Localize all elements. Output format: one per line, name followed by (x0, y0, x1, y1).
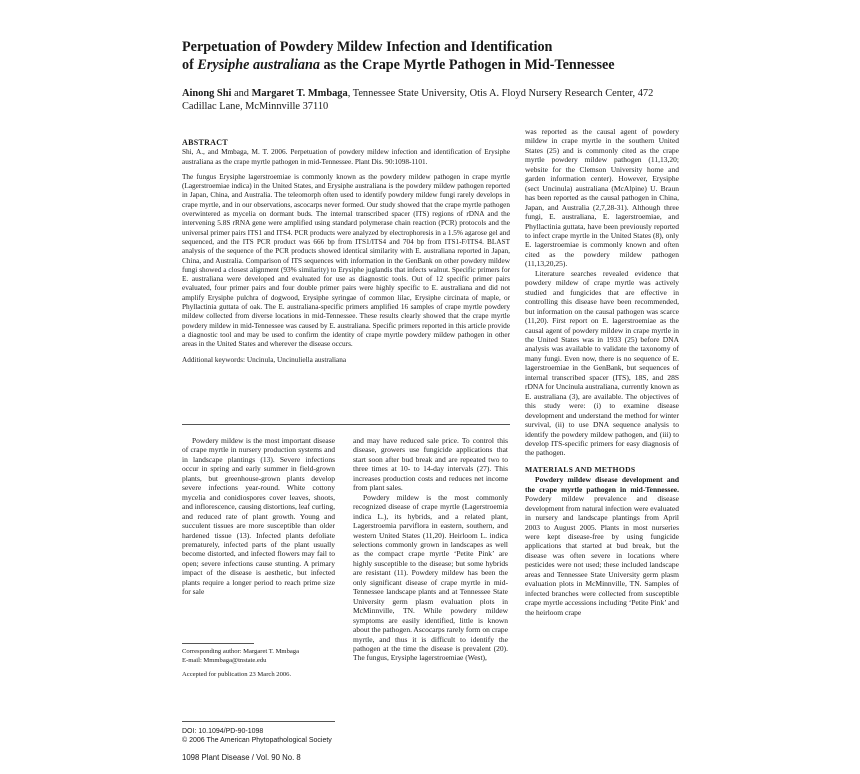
author-line-1: Ainong Shi and Margaret T. Mmbaga, Tennessee State University, Otis A. Floyd Nursery Research Center, 472 (182, 88, 654, 99)
abstract-citation: Shi, A., and Mmbaga, M. T. 2006. Perpetuation of powdery mildew infection and identification of Erysiphe australiana as the crape myrtle pathogen in mid-Tennessee. Plant Dis. 90:1098-1101. (182, 148, 510, 166)
body2-para-2: Powdery mildew is the most commonly recognized disease of crape myrtle (Lagerstroemia indica L.), its hybrids, and a related plant, Lagerstroemia parviflora in eastern, southern, and western United States (11,20). Heirloom L. indica selections commonly grown in landscapes as well as the compact crape myrtle ‘Petite Pink’ are highly susceptible to the disease; but some hybrids are resistant (11). Powdery mildew has been the only significant disease of crape myrtle in mid-Tennessee landscape plants and at Tennessee State University germ plasm evaluation plots in McMinnville, TN. While powdery mildew symptoms are easily identified, little is known about the pathogen. Ascocarps rarely form on crape myrtle, and thus it is difficult to identify the pathogen at the time the disease is prevalent (20). The fungus, Erysiphe lagerstroemiae (West), (353, 492, 508, 663)
right-column (525, 127, 679, 617)
abstract-divider (182, 424, 510, 425)
methods-subheading: Powdery mildew disease development and the crape myrtle pathogen in mid-Tennessee. (525, 475, 679, 494)
title-line-2: of Erysiphe australiana as the Crape Myrtle Pathogen in Mid-Tennessee (182, 57, 615, 73)
right-para-2: Literature searches revealed evidence that powdery mildew of crape myrtle was actively studied and fungicides that are effective in controlling this disease have been recommended, but information on the causal pathogen was scarce (11,20). First report on E. lagerstroemiae as the causal agent of powdery mildew in crape myrtle in the United States was in 1933 (25) before DNA analysis was available to validate the taxonomy of many fungi. Even now, there is no sequence of E. lagerstroemiae in the GenBank, but sequences of internal transcribed spacer (ITS), 18S, and 28S rDNA for Uncinula australiana, currently known as E. australiana (3), are available. The objectives of this study were: (i) to examine disease development and understand the method for winter survival, (ii) to use DNA sequence analysis to identify the powdery mildew pathogen, and (iii) to develop ITS-specific primers for easy diagnosis of the pathogen. (525, 268, 679, 458)
accepted-date: Accepted for publication 23 March 2006. (182, 671, 292, 679)
footnote-block (182, 648, 335, 680)
body-column-2 (353, 436, 508, 663)
doi-block (182, 727, 342, 745)
doi-text: DOI: 10.1094/PD-90-1098 (182, 728, 264, 735)
footnote-divider (182, 643, 254, 644)
abstract-heading: ABSTRACT (182, 138, 228, 147)
author-name-1: Ainong Shi (182, 88, 232, 99)
author-line-2: Cadillac Lane, McMinnville 37110 (182, 101, 329, 112)
copyright-text: © 2006 The American Phytopathological Society (182, 737, 332, 744)
methods-heading: MATERIALS AND METHODS (525, 464, 636, 474)
corresponding-author: Corresponding author: Margaret T. Mmbaga (182, 648, 300, 655)
methods-body: Powdery mildew prevalence and disease development from natural infection were evaluated in nursery and landscape plantings from April 2003 to August 2005. Plants in most nurseries were kept disease-free by using fungicide applications that started at bud break, but the disease was often severe in locations where pesticides were not used; these included landscape areas and Tennessee State University germ plasm evaluation plots in McMinnville, TN. Samples of infected branches were collected from susceptible crape myrtle accessions including ‘Petite Pink’ and the heirloom crape (525, 494, 679, 617)
page-folio: 1098 Plant Disease / Vol. 90 No. 8 (182, 753, 301, 762)
abstract-keywords: Additional keywords: Uncinula, Uncinuliella australiana (182, 355, 347, 364)
body1-para-1: Powdery mildew is the most important disease of crape myrtle in nursery production systems and in landscape plantings (13). Severe infections occur in spring and early summer in field-grown plants, but greenhouse-grown plants develop severe infections year-round. White cottony mycelia and conidiospores cover leaves, shoots, and inflorescence, causing distortions, leaf curling, and reduced rate of plant growth. Young and succulent tissues are more susceptible than older hardened tissue (13). Infected plants defoliate prematurely, infected parts of the plant usually become distorted, and infected flowers may fail to open; severe infections cause stunting. A primary impact of the disease is aesthetic, but infected plants require a longer period to reach prime size for sale (182, 436, 335, 597)
body2-para-1: and may have reduced sale price. To control this disease, growers use fungicide applications that start soon after bud break and are repeated two to three times at 10- to 14-day intervals (27). This increases production costs and reduces net income from plant sales. (353, 436, 508, 493)
email-address: E-mail: Mmmbaga@tnstate.edu (182, 656, 267, 664)
abstract-body: The fungus Erysiphe lagerstroemiae is commonly known as the powdery mildew pathogen in crape myrtle (Lagerstroemiae indica) in the United States, and Erysiphe australiana is the powdery mildew pathogen reported in Japan, China, and Australia. The teleomorph often used to identify powdery mildew fungi rarely develops in crape myrtle, and in our observations, ascocarps never formed. Our study showed that the crape myrtle pathogen overwintered as mycelia on dormant buds. The internal transcribed spacer (ITS) regions of rDNA and the intervening 5.8S rRNA gene were amplified using standard polymerase chain reaction (PCR) protocols and the universal primer pairs ITS1 and ITS4. PCR products were analyzed by electrophoresis in a 1.5% agarose gel and sequenced, and the ITS PCR product was 666 bp from ITS1/ITS4 and 704 bp from ITS1-F/ITS4. BLAST analysis of the sequence of the PCR products showed identical similarity with E. australiana reported in Japan, China, and Australia. Comparison of ITS sequences with information in the GenBank on other powdery mildew fungi showed a closest alignment (93% similarity) to Erysiphe juglandis that infects walnut. Specific primers for E. australiana were developed and evaluated for use as diagnostic tools. Out of 12 specific primer pairs evaluated, four primer pairs and four double primer pairs were highly specific to E. australiana and did not amplify Erysiphe pulchra of dogwood, Erysiphe syringae of common lilac, Erysiphe circinata of maple, or Phyllactinia guttata of oak. The E. australiana-specific primers amplified 16 samples of crape myrtle powdery mildew collected from diverse locations in mid-Tennessee. These results clearly showed that the crape myrtle powdery mildew in mid-Tennessee was caused by E. australiana. Specific primers reported in this article provide a diagnostic tool and may be used to confirm the identity of crape myrtle powdery mildew pathogen in other areas in the United States and wherever the disease occurs. (182, 172, 510, 349)
title-line-1: Perpetuation of Powdery Mildew Infection and Identification (182, 39, 553, 55)
abstract-block (182, 138, 510, 365)
methods-para (525, 475, 679, 617)
doi-divider (182, 721, 335, 722)
right-para-1: was reported as the causal agent of powdery mildew in crape myrtle in the southern United States (25) and is commonly cited as the crape myrtle powdery mildew pathogen (11,13,20; website for the Clemson University home and garden information center). However, Erysiphe (sect Uncinula) australiana (McAlpine) U. Braun has been reported as the causal pathogen in China, Japan, and Australia (2,7,28-31). Although three fungi, E. australiana, E. lagerstroemiae, and Phyllactinia guttata, have been previously reported to infect crape myrtle in the United States (8), only E. lagerstroemiae is commonly known and often cited as the powdery mildew pathogen (11,13,20,25). (525, 127, 679, 269)
body-column-1 (182, 436, 335, 597)
article-title (182, 38, 742, 74)
author-affiliation: , Tennessee State University, Otis A. Floyd Nursery Research Center, 472 (347, 88, 654, 99)
author-byline (182, 87, 682, 113)
author-name-2: Margaret T. Mmbaga (251, 88, 348, 99)
